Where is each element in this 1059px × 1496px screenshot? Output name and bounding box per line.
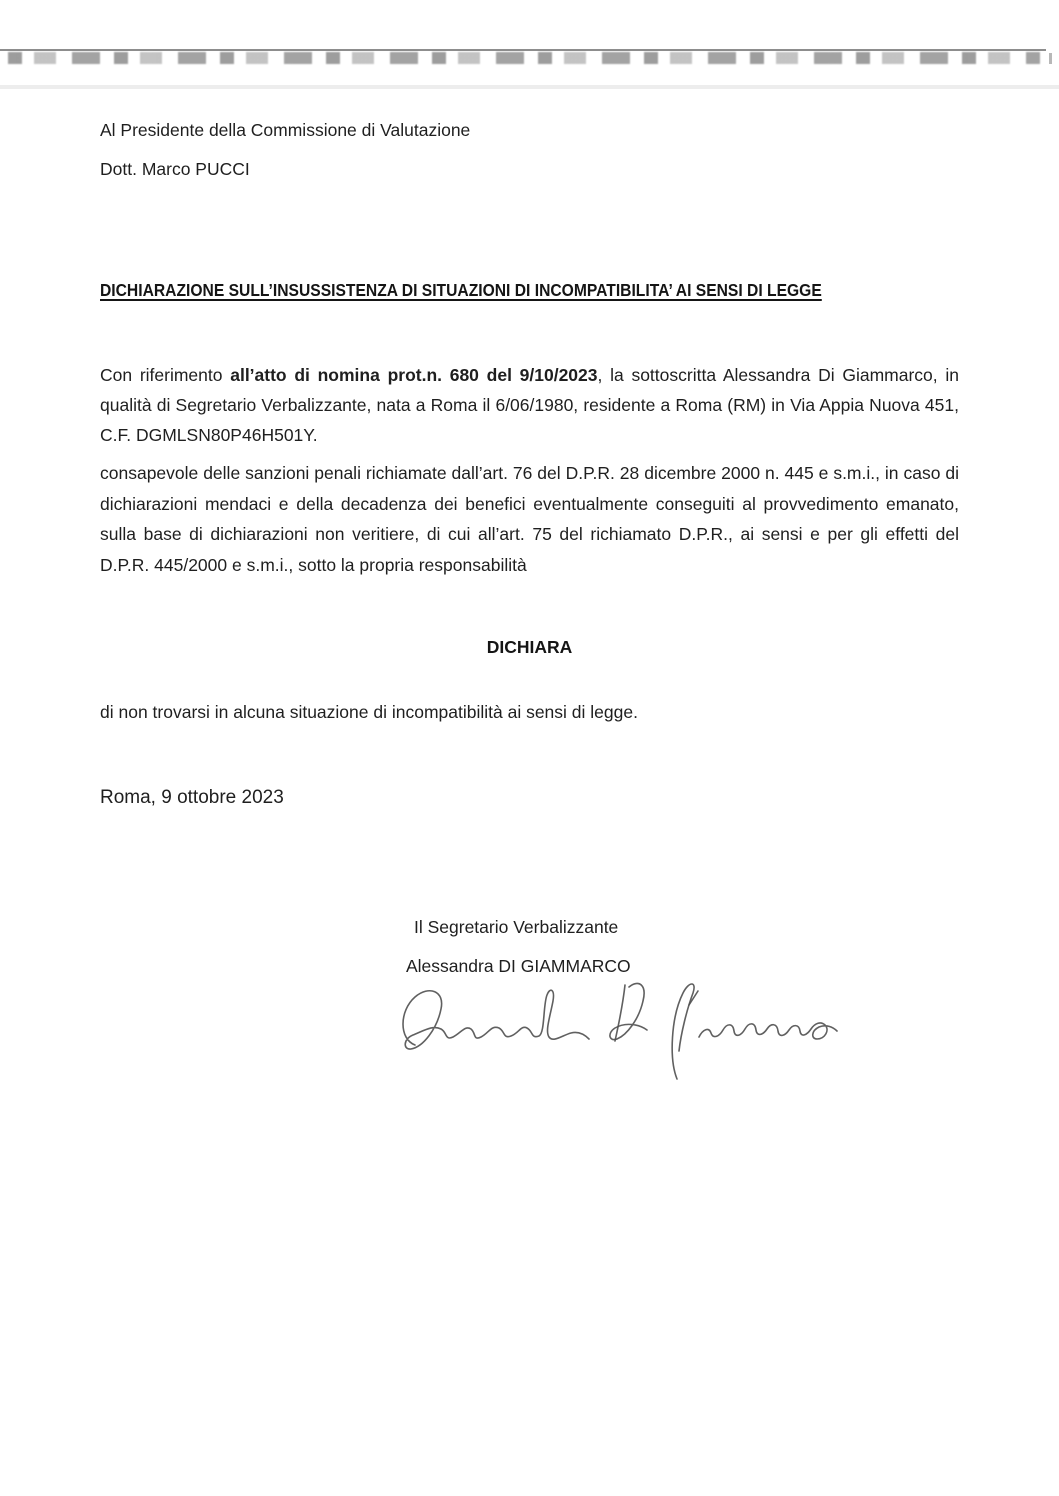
handwritten-signature-image xyxy=(393,975,841,1083)
declaration-heading: DICHIARA xyxy=(486,637,573,657)
scan-artifact-faint-line xyxy=(0,85,1059,89)
addressee-line-1: Al Presidente della Commissione di Valutazione xyxy=(100,120,471,140)
paragraph-reference-prefix: Con riferimento xyxy=(100,365,231,385)
scan-artifact-line xyxy=(0,49,1046,51)
paragraph-reference-suffix: , la sottoscritta Alessandra Di Giammarco, in qualità di Segretario Verbalizzante, nata a Roma il 6/06/1980, residente a Roma (RM) in Via Appia Nuova 451, C.F. DGMLSN80P46H501Y. xyxy=(100,365,959,445)
place-date: Roma, 9 ottobre 2023 xyxy=(100,787,284,808)
declaration-body: di non trovarsi in alcuna situazione di incompatibilità ai sensi di legge. xyxy=(100,702,638,722)
document-title: DICHIARAZIONE SULL’INSUSSISTENZA DI SITUAZIONI DI INCOMPATIBILITA’ AI SENSI DI LEGGE xyxy=(100,280,822,300)
paragraph-reference xyxy=(100,360,959,450)
scan-artifact-smudge-band xyxy=(8,52,1040,64)
addressee-line-2: Dott. Marco PUCCI xyxy=(100,159,250,179)
signer-name: Alessandra DI GIAMMARCO xyxy=(406,956,631,976)
paragraph-penalties: consapevole delle sanzioni penali richiamate dall’art. 76 del D.P.R. 28 dicembre 2000 n. 445 e s.m.i., in caso di dichiarazioni mendaci e della decadenza dei benefici eventualmente conseguiti al provvedimento emanato, sulla base di dichiarazioni non veritiere, di cui all’art. 75 del richiamato D.P.R., ai sensi e per gli effetti del D.P.R. 445/2000 e s.m.i., sotto la propria responsabilità xyxy=(100,463,959,575)
signer-role: Il Segretario Verbalizzante xyxy=(414,917,619,937)
scan-artifact-tick xyxy=(1049,53,1052,64)
paragraph-reference-bold: all’atto di nomina prot.n. 680 del 9/10/2023 xyxy=(230,365,598,385)
